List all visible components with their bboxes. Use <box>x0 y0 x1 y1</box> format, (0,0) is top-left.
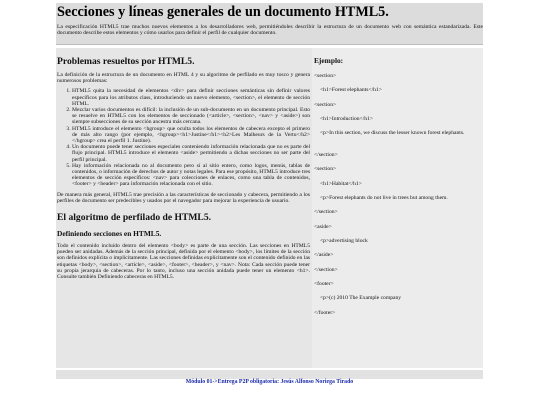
code-line: <aside> <box>314 224 332 230</box>
problems-conclusion: De manera más general, HTML5 trae precisión a las características de seccionado y cabecera, permitiendo a los perfiles de documento ser predecibles y usados por el navegador para mejorar la experiencia de usuario. <box>57 191 310 204</box>
list-item: 5. Hay información relacionada no al documento pero sí al sitio entero, como logos, menús, tablas de contenidos, o información de derechos de autor y notas legales. Para ese propósito, HTML5 introduce tres elementos de sección específicos: <nav> para colecciones de enlaces, como una tabla de contenidos, <footer> y <header> para información relacionada con el sitio. <box>72 163 310 188</box>
footer-text: Módulo 01->Entrega P2P obligatoria: Jesús Alfonso Noriega Tirado <box>185 379 354 385</box>
code-line: <p>Forest elephants do not live in trees but among them. <box>320 195 448 201</box>
code-line: </footer> <box>314 310 336 316</box>
section-heading-problems: Problemas resueltos por HTML5. <box>57 56 195 67</box>
code-line: </section> <box>314 267 338 273</box>
problems-intro: La definición de la estructura de un documento en HTML 4 y su algoritmo de perfilado es muy tosco y genera numerosos problemas: <box>57 72 310 85</box>
intro-paragraph: La especificación HTML5 trae muchos nuevos elementos a los desarrolladores web, permitiéndoles describir la estructura de un documento web con semántica estandarizada. Este documento describe estos elementos y cómo usarlos para definir el perfil de cualquier documento. <box>57 24 483 37</box>
page-header <box>56 3 483 45</box>
code-line: <p>(c) 2010 The Example company <box>320 295 402 301</box>
code-line: <p>In this section, we discuss the lesser known forest elephants. <box>320 130 465 136</box>
code-line: </aside> <box>314 252 334 258</box>
list-item: 3. HTML5 introduce el elemento <hgroup> que oculta todos los elementos de cabecera excepto el primero de más alto rango (por ejemplo, <hgroup><h1>Justine</h1><h2>Les Malheurs de la Vertu</h2></hgroup> crea el perfil 1. Justine). <box>72 126 310 145</box>
section-heading-algorithm: El algoritmo de perfilado de HTML5. <box>57 212 212 224</box>
problems-list <box>56 88 310 187</box>
code-line: <section> <box>314 102 337 108</box>
defining-paragraph: Todo el contenido incluido dentro del elemento <body> es parte de una sección. Las secciones en HTML5 pueden ser anidadas. Además de la sección principal, definida por el elemento <body>, los límites de la sección son definidos explícita o implícitamente. Las secciones definidas explícitamente son el contenido definido en las etiquetas <body>, <section>, <article>, <aside>, <footer>, <header>, y <nav>. Nota: Cada sección puede tener su propia jerarquía de cabeceras. Por lo tanto, incluso una sección anidada puede tener un elemento <h1>. Consulte también Definiendo cabeceras en HTML5. <box>57 243 310 281</box>
page-title: Secciones y líneas generales de un documento HTML5. <box>57 4 389 20</box>
list-item: 2. Mezclar varios documentos es difícil: la inclusión de un sub-documento en un documento principal. Esto se resuelve en HTML5 con los elementos de seccionado (<article>, <section>, <nav> y <aside>) son siempre subsecciones de su sección ancestra más cercana. <box>72 107 310 126</box>
page-footer <box>56 370 483 385</box>
code-line: <p>advertising block <box>320 238 368 244</box>
code-line: <section> <box>314 166 337 172</box>
code-line: <footer> <box>314 281 334 287</box>
code-line: <h1>Habitat</h1> <box>320 181 362 187</box>
code-line: <section> <box>314 73 337 79</box>
list-item: 4. Un documento puede tener secciones especiales conteniendo información relacionada que no es parte del flujo principal. HTML5 introduce el elemento <aside> permitiendo a dichas secciones no ser parte del perfil principal. <box>72 144 310 163</box>
example-heading: Ejemplo: <box>314 56 344 65</box>
subsection-heading-defining: Definiendo secciones en HTML5. <box>57 229 162 239</box>
code-line: </section> <box>314 152 338 158</box>
code-line: </section> <box>314 209 338 215</box>
code-line: <h1>Forest elephants</h1> <box>320 87 382 93</box>
example-aside <box>312 48 483 368</box>
main-content <box>56 48 312 368</box>
list-item: 1. HTML5 quita la necesidad de elementos <div> para definir secciones semánticas sin definir valores específicos para los atributos class, introduciendo un nuevo elemento, <section>, el elemento de sección HTML. <box>72 88 310 107</box>
code-line: <h1>Introduction</h1> <box>320 116 374 122</box>
